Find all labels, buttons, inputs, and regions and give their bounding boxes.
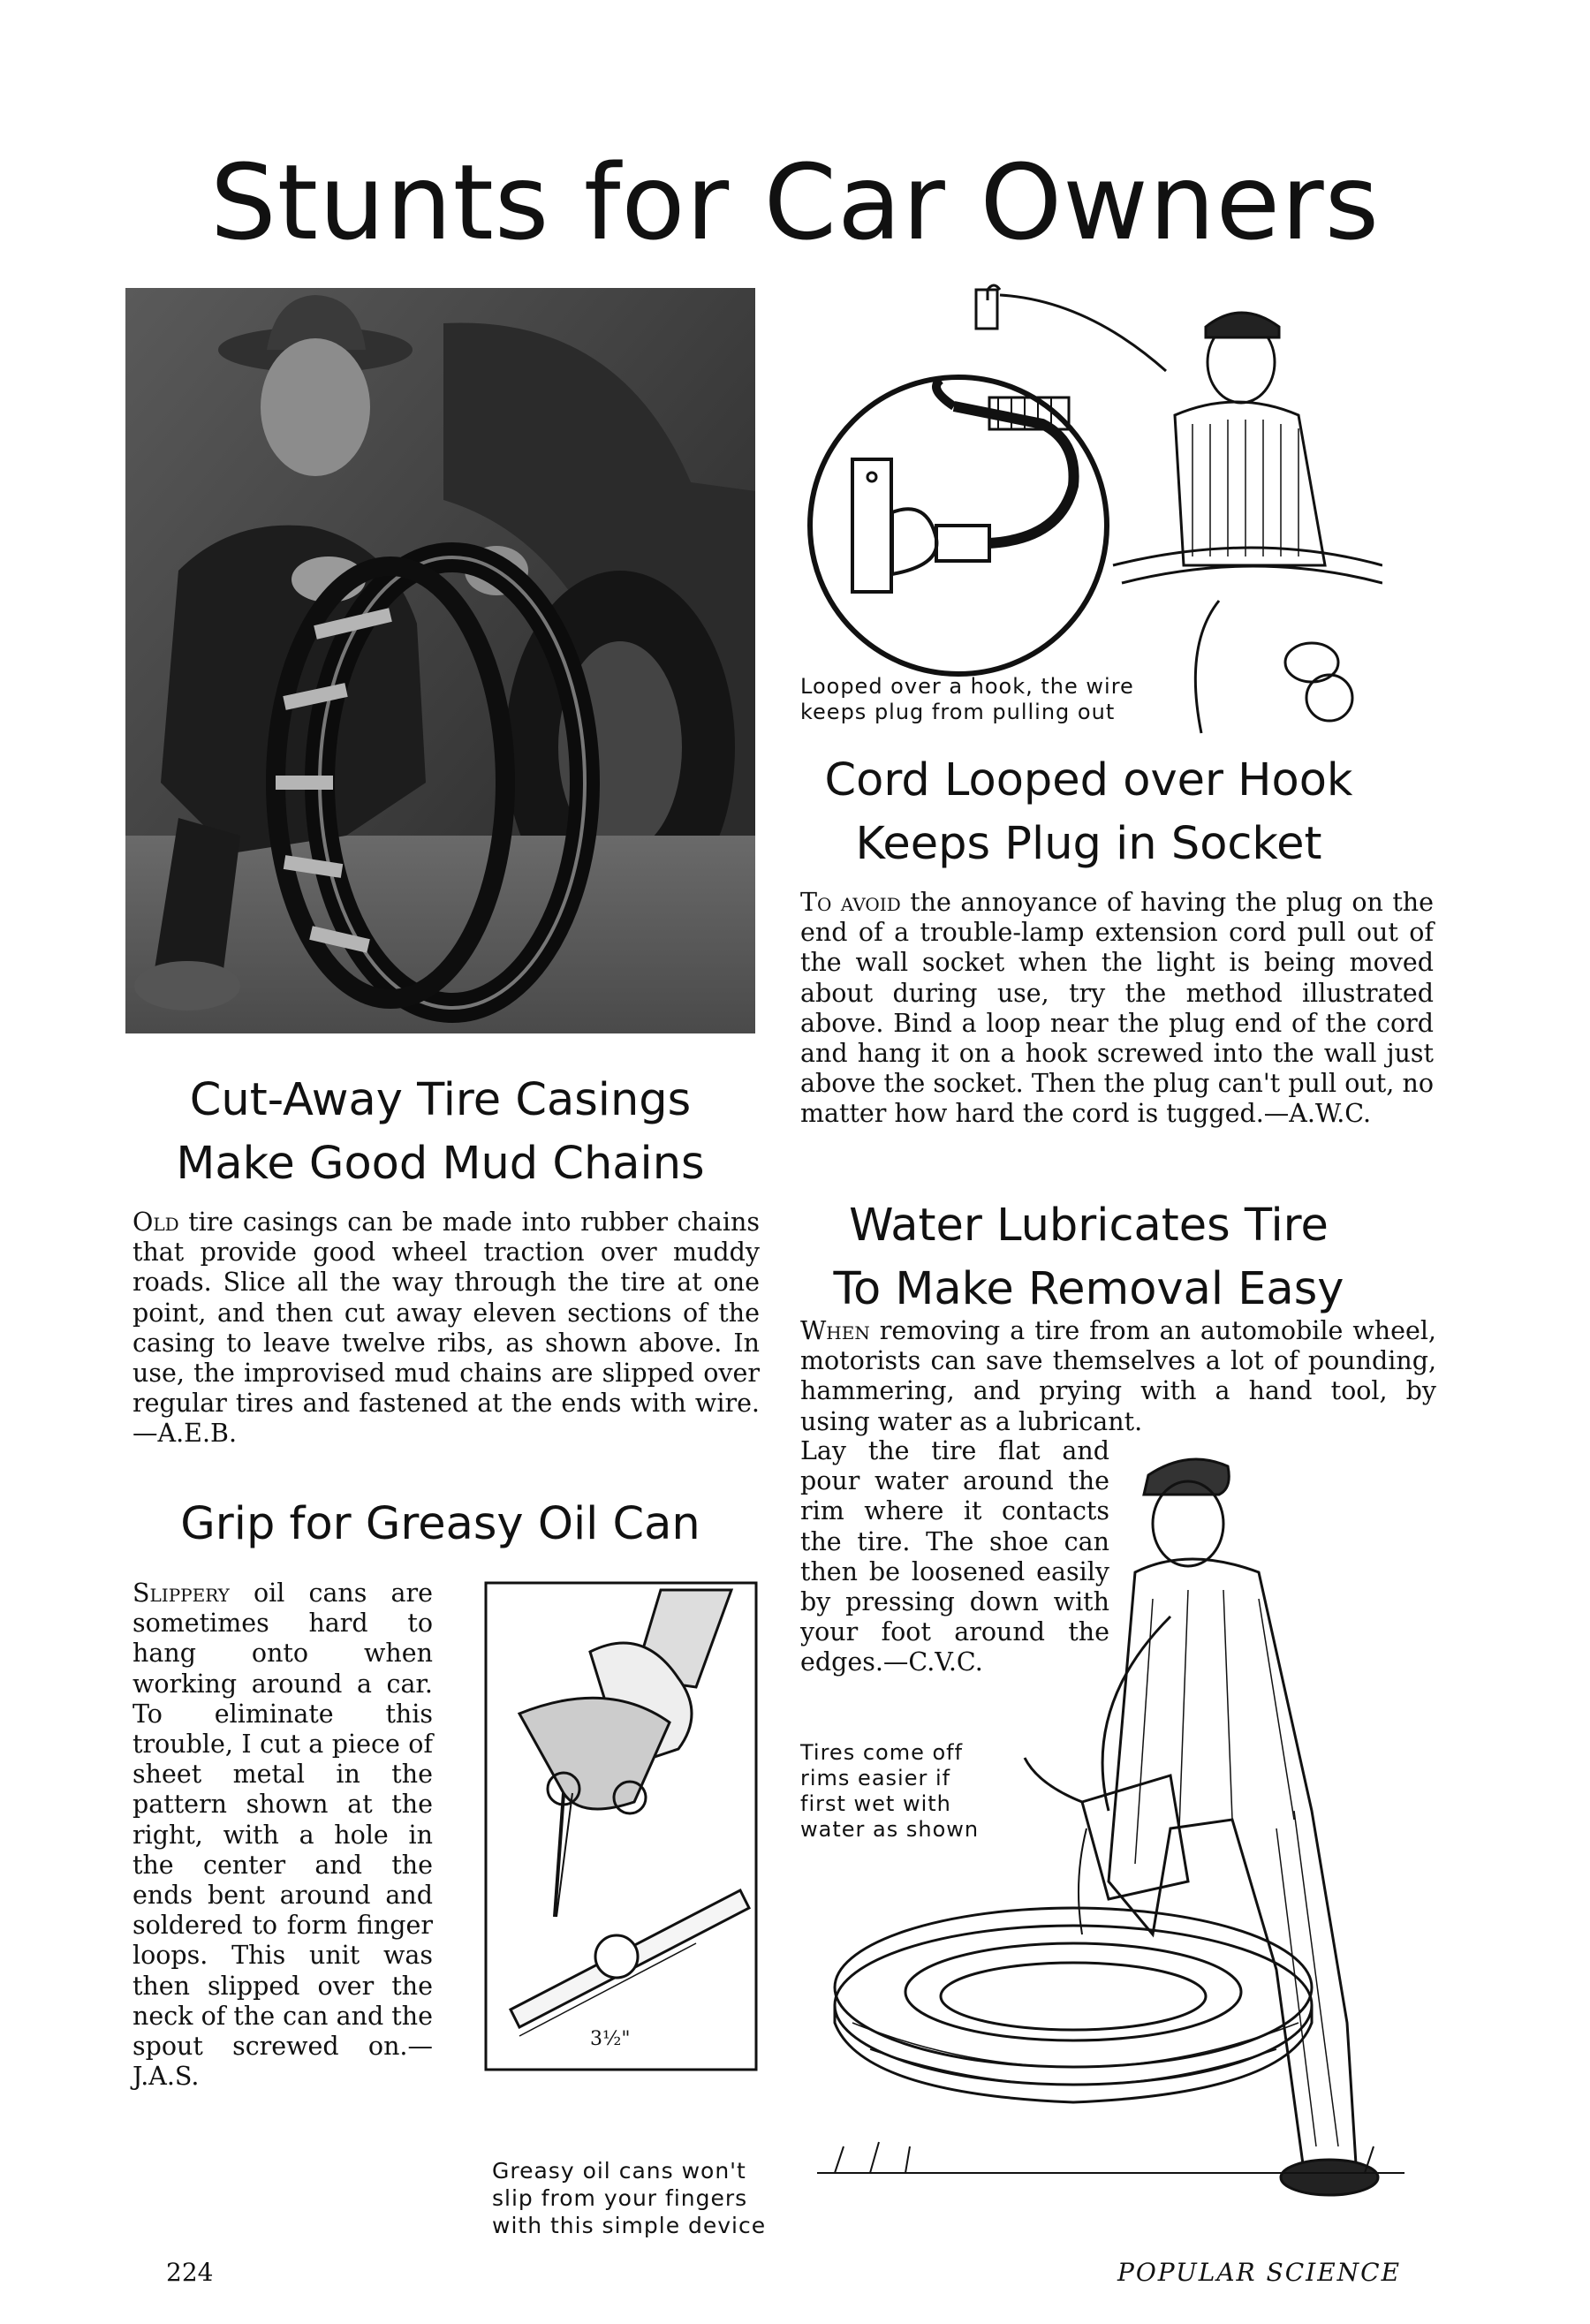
cord-hook-article — [800, 888, 1434, 1130]
oil-can-drawing — [484, 1581, 758, 2071]
tire-chains-heading-line-2: Make Good Mud Chains — [176, 1138, 705, 1190]
page-title: Stunts for Car Owners — [209, 141, 1381, 263]
water-tire-article-top — [800, 1316, 1436, 1437]
cord-hook-illustration — [795, 274, 1382, 742]
cord-hook-heading-line-1: Cord Looped over Hook — [824, 754, 1353, 806]
page-number: 224 — [166, 2258, 214, 2287]
tire-chains-heading — [125, 1069, 755, 1196]
water-caption-line-4: water as shown — [800, 1817, 980, 1842]
cord-hook-drawing — [795, 274, 1382, 742]
cord-caption-line-2: keeps plug from pulling out — [800, 700, 1116, 724]
cord-hook-lead: To avoid — [800, 888, 901, 917]
tire-chains-heading-line-1: Cut-Away Tire Casings — [189, 1074, 692, 1126]
tire-chains-article — [132, 1207, 760, 1450]
cord-hook-body: the annoyance of having the plug on the end of a trouble-lamp extension cord pull out of the wall socket when the light is being moved about during use, try the method illustrated above. Bind a loop near the plug end of the cord and hang it on a hook screwed into the wall just above the socket. Then the plug can't pull out, no matter how hard the cord is tugged.—A.W.C. — [800, 888, 1434, 1129]
magazine-name: POPULAR SCIENCE — [1117, 2258, 1402, 2287]
water-tire-heading — [795, 1194, 1382, 1321]
water-caption-line-1: Tires come off — [800, 1740, 964, 1765]
water-caption-line-2: rims easier if — [800, 1766, 951, 1790]
oil-can-article — [132, 1578, 433, 2092]
water-tire-lead: When — [800, 1316, 870, 1345]
oil-can-lead: Slippery — [132, 1578, 230, 1608]
oil-can-caption-line-2: slip from your fingers — [492, 2185, 748, 2211]
oil-can-heading: Grip for Greasy Oil Can — [180, 1498, 700, 1550]
oil-can-dimension-label: 3½" — [590, 2028, 631, 2050]
water-tire-body-top: removing a tire from an automobile wheel, motorists can save themselves a lot of pounding, hammering, and prying with a hand tool, by using water as a lubricant. — [800, 1316, 1436, 1436]
water-tire-heading-line-1: Water Lubricates Tire — [849, 1200, 1329, 1252]
water-caption-line-3: first wet with — [800, 1791, 951, 1816]
water-tire-heading-line-2: To Make Removal Easy — [833, 1263, 1344, 1315]
cord-hook-heading — [795, 749, 1382, 876]
oil-can-caption-line-3: with this simple device — [492, 2213, 767, 2238]
cord-caption-line-1: Looped over a hook, the wire — [800, 674, 1134, 699]
oil-can-caption-line-1: Greasy oil cans won't — [492, 2158, 746, 2184]
tire-chains-lead: Old — [132, 1207, 179, 1237]
oil-can-body: oil cans are sometimes hard to hang onto when working around a car. To eliminate this trouble, I cut a piece of sheet metal in the pattern shown at the right, with a hole in the center and the ends bent around and soldered to form finger loops. This unit was then slipped over the neck of the can and the spout screwed on.—J.A.S. — [132, 1578, 433, 2092]
oil-can-illustration — [484, 1581, 758, 2071]
tire-chains-photo — [125, 288, 755, 1033]
tire-chains-body: tire casings can be made into rubber chains that provide good wheel traction over muddy roads. Slice all the way through the tire at one point, and then cut away eleven sections of the casing to leave twelve ribs, as shown above. In use, the improvised mud chains are slipped over regular tires and fastened at the ends with wire.—A.E.B. — [132, 1207, 760, 1449]
cord-hook-heading-line-2: Keeps Plug in Socket — [855, 818, 1322, 870]
tire-chains-photo-illustration — [125, 288, 755, 1033]
water-tire-body-narrow: Lay the tire flat and pour water around the rim where it contacts the tire. The shoe can then be loosened easily by pressing down with your foot around the edges.—C.V.C. — [800, 1436, 1109, 1677]
